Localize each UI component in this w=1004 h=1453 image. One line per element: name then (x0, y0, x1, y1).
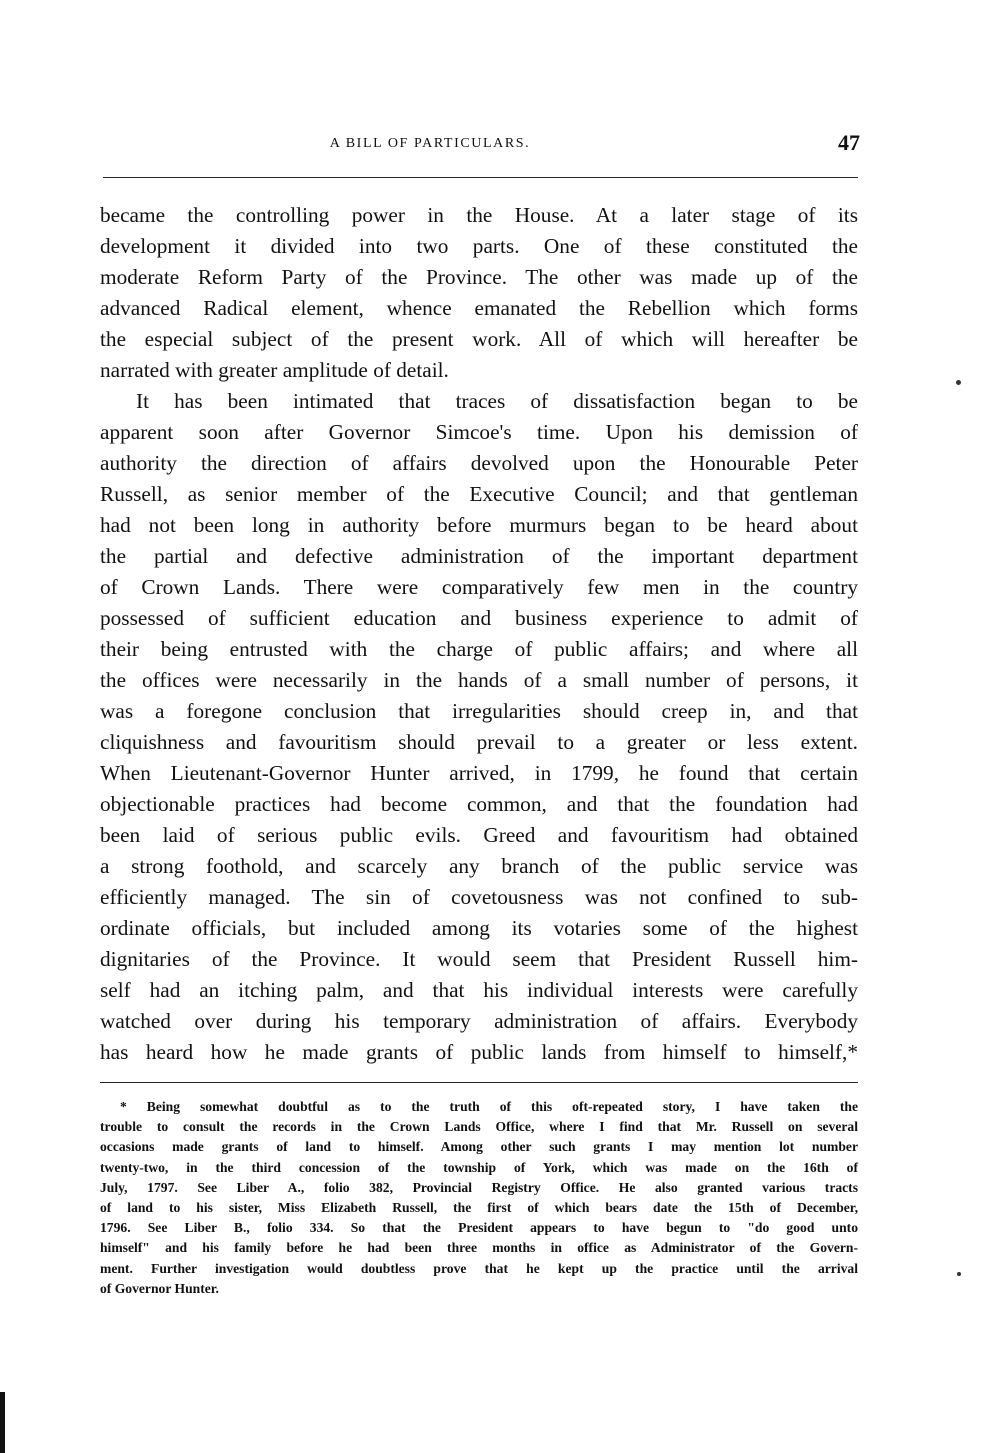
footnote-line: occasions made grants of land to himself. Among other such grants I may mention lot number (100, 1139, 858, 1155)
text-line: When Lieutenant-Governor Hunter arrived, in 1799, he found that certain (100, 761, 858, 785)
text-line: cliquishness and favouritism should prevail to a greater or less extent. (100, 730, 858, 754)
footnote-line: July, 1797. See Liber A., folio 382, Provincial Registry Office. He also granted various tracts (100, 1179, 858, 1195)
footnote (100, 1097, 858, 1299)
text-line: development it divided into two parts. One of these constituted the (100, 234, 858, 258)
text-line: moderate Reform Party of the Province. The other was made up of the (100, 265, 858, 289)
text-line: been laid of serious public evils. Greed and favouritism had obtained (100, 823, 858, 847)
scan-speck (956, 380, 961, 385)
text-line: a strong foothold, and scarcely any branch of the public service was (100, 854, 858, 878)
text-line: became the controlling power in the House. At a later stage of its (100, 203, 858, 227)
text-line: authority the direction of affairs devolved upon the Honourable Peter (100, 451, 858, 475)
page-number: 47 (838, 130, 860, 155)
footnote-line: twenty-two, in the third concession of the township of York, which was made on the 16th of (100, 1159, 858, 1175)
footnote-line: trouble to consult the records in the Crown Lands Office, where I find that Mr. Russell on several (100, 1119, 858, 1135)
footnote-rule (100, 1082, 858, 1083)
text-line: watched over during his temporary administration of affairs. Everybody (100, 1009, 858, 1033)
scan-edge-mark (0, 1392, 5, 1453)
text-line: It has been intimated that traces of dissatisfaction began to be (136, 389, 858, 413)
footnote-line: of Governor Hunter. (100, 1280, 219, 1296)
text-line: of Crown Lands. There were comparatively few men in the country (100, 575, 858, 599)
text-line: the offices were necessarily in the hands of a small number of persons, it (100, 668, 858, 692)
footnote-line: himself" and his family before he had been three months in office as Administrator of the Govern- (100, 1240, 858, 1256)
text-line: advanced Radical element, whence emanated the Rebellion which forms (100, 296, 858, 320)
header-rule (103, 177, 858, 178)
footnote-line: ment. Further investigation would doubtless prove that he kept up the practice until the arrival (100, 1260, 858, 1276)
text-line: the especial subject of the present work. All of which will hereafter be (100, 327, 858, 351)
text-line: the partial and defective administration of the important department (100, 544, 858, 568)
running-head (100, 132, 860, 158)
text-line: ordinate officials, but included among its votaries some of the highest (100, 916, 858, 940)
text-line: efficiently managed. The sin of covetousness was not confined to sub- (100, 885, 858, 909)
footnote-line: of land to his sister, Miss Elizabeth Russell, the first of which bears date the 15th of December, (100, 1199, 858, 1215)
text-line: possessed of sufficient education and business experience to admit of (100, 606, 858, 630)
text-line: has heard how he made grants of public lands from himself to himself,* (100, 1040, 858, 1064)
text-line: apparent soon after Governor Simcoe's time. Upon his demission of (100, 420, 858, 444)
text-line: was a foregone conclusion that irregularities should creep in, and that (100, 699, 858, 723)
running-title: A BILL OF PARTICULARS. (329, 136, 531, 151)
footnote-line: * Being somewhat doubtful as to the truth of this oft-repeated story, I have taken the (120, 1099, 858, 1114)
text-line: self had an itching palm, and that his individual interests were carefully (100, 978, 858, 1002)
text-line: objectionable practices had become common, and that the foundation had (100, 792, 858, 816)
text-line: their being entrusted with the charge of public affairs; and where all (100, 637, 858, 661)
body-text (100, 200, 858, 1068)
text-line: had not been long in authority before murmurs began to be heard about (100, 513, 858, 537)
scan-speck (957, 1272, 961, 1276)
text-line: Russell, as senior member of the Executive Council; and that gentleman (100, 482, 858, 506)
footnote-line: 1796. See Liber B., folio 334. So that the President appears to have begun to "do good unto (100, 1220, 858, 1236)
text-line: dignitaries of the Province. It would seem that President Russell him- (100, 947, 858, 971)
text-line: narrated with greater amplitude of detail. (100, 358, 449, 382)
